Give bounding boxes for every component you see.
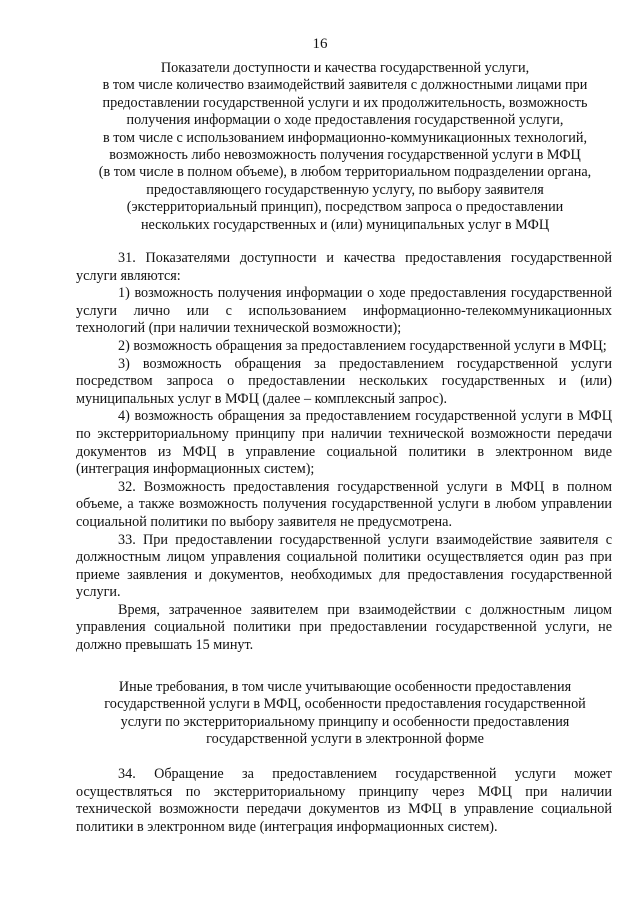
paragraph-time-limit: Время, затраченное заявителем при взаимодействии с должностным лицом управления социальной политики при предоставлении государственной услуги, не должно превышать 15 минут. [76, 601, 612, 654]
heading-line: Иные требования, в том числе учитывающие особенности предоставления [118, 679, 572, 695]
paragraph-31: 31. Показателями доступности и качества предоставления государственной услуги являются: [76, 250, 612, 284]
list-item-4: 4) возможность обращения за предоставлением государственной услуги в МФЦ по экстерриториальному принципу при наличии технической возможности передачи документов из МФЦ в управление социальной политики в электронном виде (интеграция информационных систем); [76, 408, 612, 478]
body-text-section-2 [76, 766, 612, 836]
heading-line: (экстерриториальный принцип), посредством запроса о предоставлении [126, 199, 564, 216]
heading-line: предоставляющего государственную услугу, по выбору заявителя [146, 181, 544, 198]
heading-line: возможность либо невозможность получения государственной услуги в МФЦ [109, 147, 581, 164]
heading-line: государственной услуги в электронной форме [206, 731, 484, 748]
paragraph-33: 33. При предоставлении государственной услуги взаимодействие заявителя с должностным лицом управления социальной политики осуществляется один раз при приеме заявления и документов, необходимых для предоставления государственной услуги. [76, 531, 612, 601]
list-item-1: 1) возможность получения информации о ходе предоставления государственной услуги лично или с использованием информационно-телекоммуникационных технологий (при наличии технической возможности); [76, 285, 612, 337]
heading-line: нескольких государственных и (или) муниципальных услуг в МФЦ [140, 216, 550, 233]
list-item-2: 2) возможность обращения за предоставлением государственной услуги в МФЦ; [118, 337, 607, 354]
paragraph-34: 34. Обращение за предоставлением государственной услуги может осуществляться по экстерриториальному принципу через МФЦ при наличии технической возможности передачи документов из МФЦ в управление социальной политики в электронном виде (интеграция информационных систем). [76, 766, 612, 835]
heading-line: (в том числе в полном объеме), в любом территориальном подразделении органа, [98, 164, 592, 181]
section-heading-accessibility [70, 60, 620, 234]
page-number: 16 [312, 36, 328, 52]
list-item-3: 3) возможность обращения за предоставлением государственной услуги посредством запроса о предоставлении нескольких государственных и (или) муниципальных услуг в МФЦ (далее – комплексный запрос). [76, 355, 612, 407]
section-heading-other-requirements [70, 679, 620, 749]
heading-line: Показатели доступности и качества государственной услуги, [160, 60, 530, 76]
paragraph-32: 32. Возможность предоставления государственной услуги в МФЦ в полном объеме, а также возможность получения государственной услуги в любом управлении социальной политики по выбору заявителя не предусмотрена. [76, 478, 612, 530]
heading-line: государственной услуги в МФЦ, особенности предоставления государственной [104, 696, 586, 713]
body-text-section-1 [76, 250, 612, 655]
heading-line: в том числе с использованием информационно-коммуникационных технологий, [102, 129, 588, 146]
heading-line: услуги по экстерриториальному принципу и особенности предоставления [120, 713, 570, 730]
heading-line: получения информации о ходе предоставления государственной услуги, [126, 112, 564, 129]
heading-line: в том числе количество взаимодействий заявителя с должностными лицами при [102, 77, 588, 94]
heading-line: предоставлении государственной услуги и их продолжительность, возможность [102, 94, 588, 111]
